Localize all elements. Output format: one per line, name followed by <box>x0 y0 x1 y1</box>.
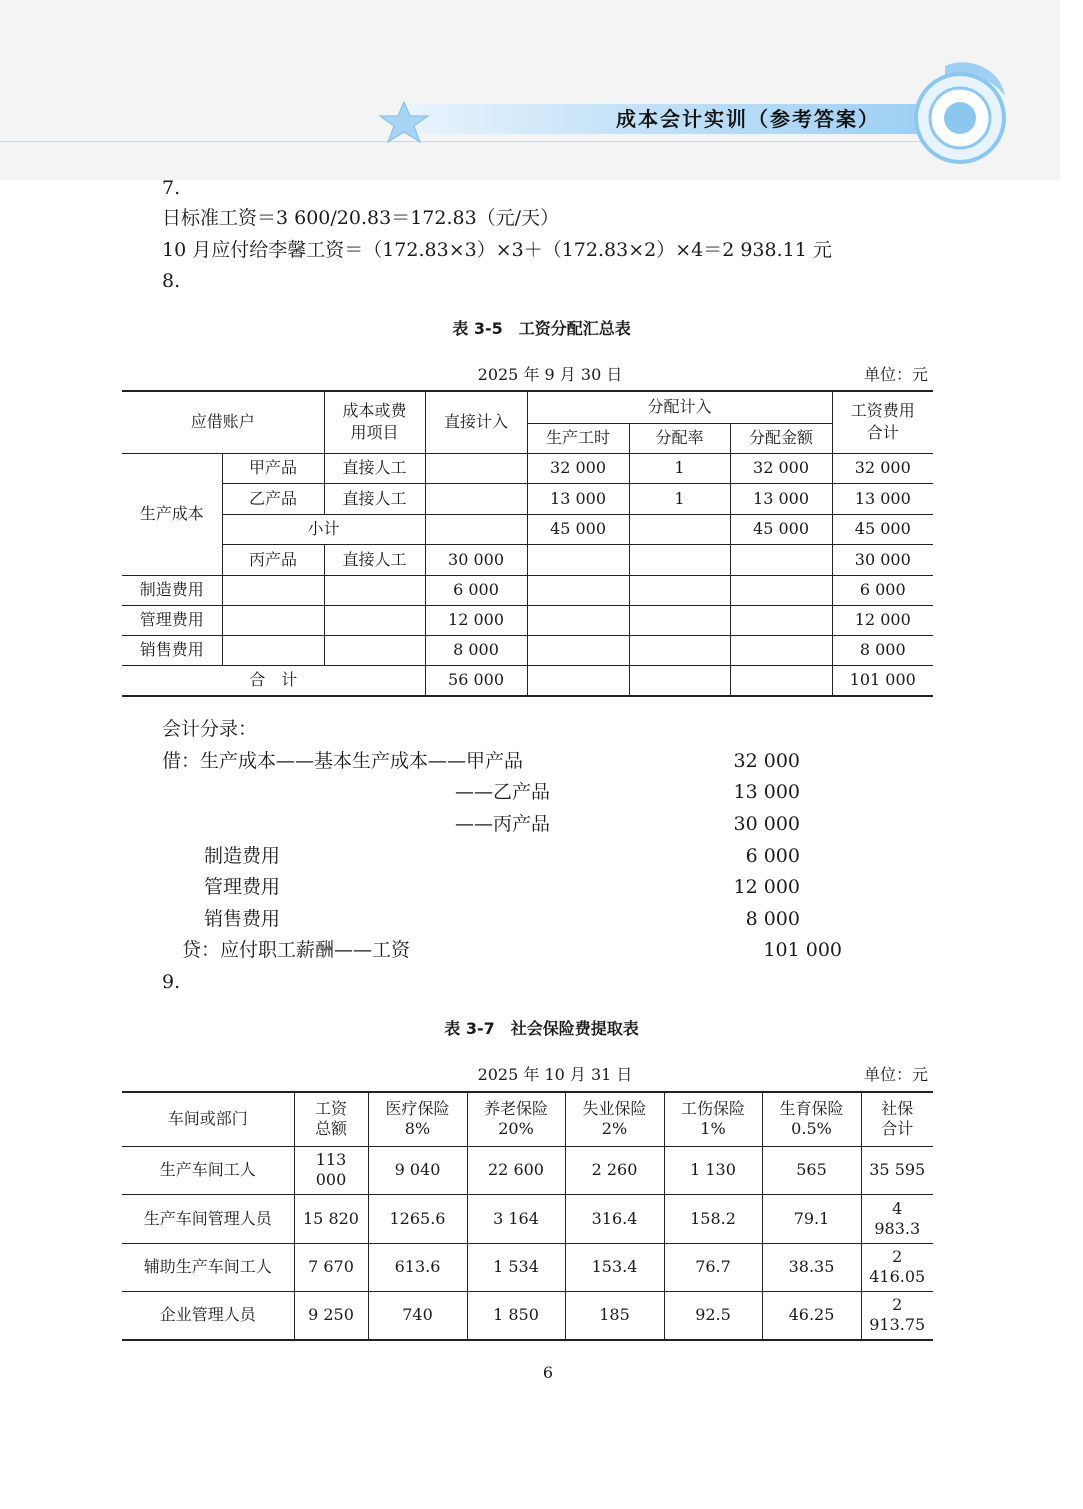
hours-cell: 32 000 <box>527 453 629 483</box>
total-cell: 12 000 <box>832 605 933 635</box>
item-7-number: 7. <box>162 177 181 199</box>
table-row <box>122 605 933 635</box>
medical-cell: 1265.6 <box>368 1194 467 1243</box>
table-row <box>122 1291 933 1340</box>
direct-cell: 30 000 <box>425 544 527 575</box>
group-production-cost: 生产成本 <box>122 453 222 575</box>
header-dept: 车间或部门 <box>122 1092 294 1146</box>
header-maternity: 生育保险 0.5% <box>762 1092 861 1146</box>
sum-label: 合 计 <box>122 665 425 696</box>
sub-account: 丙产品 <box>222 544 324 575</box>
header-band <box>0 0 1060 180</box>
table-row <box>122 575 933 605</box>
page-number: 6 <box>542 1363 554 1382</box>
maternity-cell: 565 <box>762 1146 861 1194</box>
header-cost-item: 成本或费 用项目 <box>324 391 425 453</box>
wage-cell: 9 250 <box>294 1291 368 1340</box>
table-3-7-date: 2025 年 10 月 31 日 <box>477 1065 633 1084</box>
medical-cell: 740 <box>368 1291 467 1340</box>
table-row <box>122 635 933 665</box>
journal-title: 会计分录： <box>162 718 258 740</box>
direct-cell: 8 000 <box>425 635 527 665</box>
total-cell: 101 000 <box>832 665 933 696</box>
social-total-cell: 2 416.05 <box>861 1243 933 1291</box>
injury-cell: 76.7 <box>664 1243 762 1291</box>
header-direct: 直接计入 <box>425 391 527 453</box>
table-row <box>122 514 933 544</box>
direct-cell: 6 000 <box>425 575 527 605</box>
dept-cell: 企业管理人员 <box>122 1291 294 1340</box>
account-cell: 销售费用 <box>122 635 222 665</box>
header-row <box>122 1092 933 1146</box>
journal-line: 借：生产成本——基本生产成本——甲产品 <box>162 750 524 772</box>
table-row <box>122 665 933 696</box>
dept-cell: 生产车间管理人员 <box>122 1194 294 1243</box>
table-3-7-unit: 单位：元 <box>864 1065 929 1084</box>
wage-cell: 7 670 <box>294 1243 368 1291</box>
rate-cell <box>629 544 730 575</box>
unemployment-cell: 153.4 <box>565 1243 664 1291</box>
header-amount: 分配金额 <box>730 423 832 453</box>
amount-cell: 13 000 <box>730 483 832 514</box>
rate-cell: 1 <box>629 483 730 514</box>
social-total-cell: 35 595 <box>861 1146 933 1194</box>
wage-allocation-table <box>122 390 933 697</box>
journal-line: ——乙产品 <box>455 781 551 803</box>
dept-cell: 辅助生产车间工人 <box>122 1243 294 1291</box>
amount-cell: 32 000 <box>730 453 832 483</box>
social-total-cell: 2 913.75 <box>861 1291 933 1340</box>
journal-line: 销售费用 <box>204 908 281 930</box>
item-9-number: 9. <box>162 971 181 993</box>
header-injury: 工伤保险 1% <box>664 1092 762 1146</box>
journal-amount: 6 000 <box>745 845 800 867</box>
pension-cell: 1 534 <box>467 1243 565 1291</box>
table-3-5-caption: 表 3-5 工资分配汇总表 <box>452 319 631 338</box>
table-row <box>122 1146 933 1194</box>
journal-amount: 30 000 <box>733 813 800 835</box>
pension-cell: 1 850 <box>467 1291 565 1340</box>
journal-credit-line: 贷：应付职工薪酬——工资 <box>182 939 411 961</box>
maternity-cell: 38.35 <box>762 1243 861 1291</box>
total-cell: 32 000 <box>832 453 933 483</box>
maternity-cell: 46.25 <box>762 1291 861 1340</box>
journal-line: 管理费用 <box>204 876 281 898</box>
total-cell: 6 000 <box>832 575 933 605</box>
medical-cell: 613.6 <box>368 1243 467 1291</box>
social-insurance-table <box>122 1091 933 1341</box>
table-row <box>122 1194 933 1243</box>
journal-line: 制造费用 <box>204 845 281 867</box>
injury-cell: 158.2 <box>664 1194 762 1243</box>
amount-cell <box>730 544 832 575</box>
rate-cell: 1 <box>629 453 730 483</box>
table-3-5-date: 2025 年 9 月 30 日 <box>477 365 623 384</box>
table-3-5-unit: 单位：元 <box>864 365 929 384</box>
total-cell: 13 000 <box>832 483 933 514</box>
wage-cell: 15 820 <box>294 1194 368 1243</box>
social-total-cell: 4 983.3 <box>861 1194 933 1243</box>
header-social-total: 社保 合计 <box>861 1092 933 1146</box>
total-cell: 8 000 <box>832 635 933 665</box>
disc-logo-icon <box>905 56 1015 166</box>
journal-amount: 13 000 <box>733 781 800 803</box>
table-row <box>122 1243 933 1291</box>
table-3-7-caption: 表 3-7 社会保险费提取表 <box>444 1019 639 1038</box>
journal-credit-amount: 101 000 <box>763 939 842 961</box>
cost-item: 直接人工 <box>324 453 425 483</box>
header-account: 应借账户 <box>122 391 324 453</box>
cost-item: 直接人工 <box>324 544 425 575</box>
total-cell: 30 000 <box>832 544 933 575</box>
table-row <box>122 544 933 575</box>
cost-item: 直接人工 <box>324 483 425 514</box>
maternity-cell: 79.1 <box>762 1194 861 1243</box>
pension-cell: 3 164 <box>467 1194 565 1243</box>
direct-cell <box>425 483 527 514</box>
journal-amount: 32 000 <box>733 750 800 772</box>
october-wage-formula: 10 月应付给李馨工资＝（172.83×3）×3＋（172.83×2）×4＝2 938.11 元 <box>162 239 832 261</box>
sub-account: 甲产品 <box>222 453 324 483</box>
direct-cell: 12 000 <box>425 605 527 635</box>
running-header-title: 成本会计实训（参考答案） <box>616 107 880 131</box>
account-cell: 制造费用 <box>122 575 222 605</box>
sub-account: 乙产品 <box>222 483 324 514</box>
direct-cell <box>425 453 527 483</box>
total-cell: 45 000 <box>832 514 933 544</box>
direct-cell <box>425 514 527 544</box>
header-wage: 工资 总额 <box>294 1092 368 1146</box>
injury-cell: 1 130 <box>664 1146 762 1194</box>
header-allocated: 分配计入 <box>527 391 832 423</box>
hours-cell: 13 000 <box>527 483 629 514</box>
header-unemployment: 失业保险 2% <box>565 1092 664 1146</box>
item-8-number: 8. <box>162 270 181 292</box>
amount-cell: 45 000 <box>730 514 832 544</box>
header-rate: 分配率 <box>629 423 730 453</box>
hours-cell: 45 000 <box>527 514 629 544</box>
direct-cell: 56 000 <box>425 665 527 696</box>
journal-amount: 8 000 <box>745 908 800 930</box>
unemployment-cell: 2 260 <box>565 1146 664 1194</box>
journal-amount: 12 000 <box>733 876 800 898</box>
hours-cell <box>527 544 629 575</box>
wage-cell: 113 000 <box>294 1146 368 1194</box>
medical-cell: 9 040 <box>368 1146 467 1194</box>
dept-cell: 生产车间工人 <box>122 1146 294 1194</box>
table-row <box>122 483 933 514</box>
unemployment-cell: 316.4 <box>565 1194 664 1243</box>
unemployment-cell: 185 <box>565 1291 664 1340</box>
journal-line: ——丙产品 <box>455 813 551 835</box>
header-pension: 养老保险 20% <box>467 1092 565 1146</box>
daily-wage-formula: 日标准工资＝3 600/20.83＝172.83（元/天） <box>162 207 560 229</box>
header-hours: 生产工时 <box>527 423 629 453</box>
rate-cell <box>629 514 730 544</box>
pension-cell: 22 600 <box>467 1146 565 1194</box>
subtotal-label: 小计 <box>222 514 425 544</box>
header-medical: 医疗保险 8% <box>368 1092 467 1146</box>
account-cell: 管理费用 <box>122 605 222 635</box>
header-total: 工资费用 合计 <box>832 391 933 453</box>
header-rule <box>0 141 930 142</box>
table-row <box>122 453 933 483</box>
injury-cell: 92.5 <box>664 1291 762 1340</box>
star-icon <box>378 100 430 144</box>
